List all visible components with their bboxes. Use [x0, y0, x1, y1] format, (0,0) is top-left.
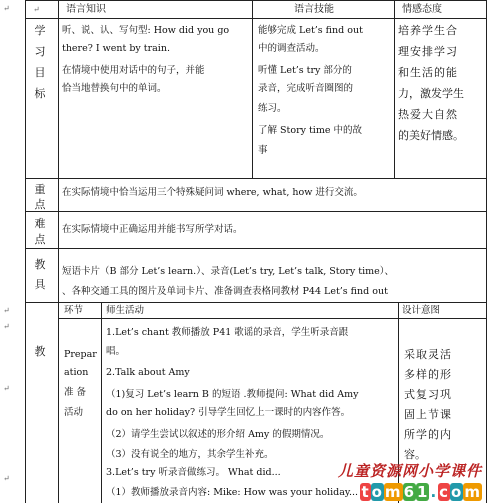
activity-line: （3）没有说全的地方，其余学生补充。: [106, 449, 274, 460]
design-line: 容。: [404, 448, 426, 461]
design-line: 所学的内: [404, 428, 452, 441]
paragraph-mark: ↵: [3, 322, 10, 331]
knowledge-line: there? I went by train.: [62, 43, 170, 54]
goals-label-char: 习: [34, 45, 46, 58]
paragraph-mark: ↵: [3, 4, 10, 13]
step-line: Prepar: [64, 349, 97, 360]
watermark-char: c: [439, 483, 450, 501]
knowledge-line: 在情境中使用对话中的句子，并能: [62, 65, 205, 76]
skills-line: 练习。: [258, 103, 287, 114]
paragraph-mark: ↵: [3, 474, 10, 483]
activity-line: do on her holiday? 引导学生回忆上一课时的内容作答。: [106, 407, 351, 418]
activity-line: （2）请学生尝试以叙述的形介绍 Amy 的假期情况。: [106, 429, 330, 440]
knowledge-line: 恰当地替换句中的单词。: [62, 83, 167, 94]
skills-line: 事: [258, 145, 268, 156]
tools-label-char: 具: [34, 278, 46, 291]
watermark-char: o: [451, 483, 463, 501]
goals-label-char: 学: [34, 24, 46, 37]
activity-line: 唱。: [106, 346, 126, 357]
header-attitude: 情感态度: [402, 4, 442, 15]
activity-line: 3.Let’s try 听录音做练习。 What did...: [106, 467, 281, 478]
watermark-char: m: [384, 483, 402, 501]
col-design-header: 设计意图: [402, 305, 441, 316]
activity-line: 2.Talk about Amy: [106, 367, 190, 378]
watermark-char: .: [430, 483, 438, 501]
design-line: 式复习巩: [404, 388, 452, 401]
step-line: 准 备: [64, 387, 87, 398]
goals-label-char: 标: [34, 87, 46, 100]
col-step-header: 环节: [64, 305, 84, 316]
key-points-label-char: 点: [34, 198, 46, 211]
tools-label-char: 教: [34, 258, 46, 271]
design-line: 采取灵活: [404, 348, 452, 361]
skills-line: 了解 Story time 中的故: [258, 125, 362, 136]
difficulties-label-char: 难: [34, 217, 46, 230]
skills-line: 能够完成 Let’s find out: [258, 25, 363, 36]
activity-line: 1.Let’s chant 教师播放 P41 歌谣的录音，学生听录音跟: [106, 327, 349, 338]
watermark-char: t: [361, 483, 370, 501]
skills-line: 录音，完成听音圈图的: [258, 83, 354, 94]
attitude-line: 热爱大自然: [398, 108, 458, 121]
watermark-cn: [338, 460, 482, 481]
design-line: 多样的形: [404, 368, 452, 381]
tools-line: 、各种交通工具的图片及单词卡片、准备调查表格同教材 P44 Let’s find out: [62, 286, 388, 297]
watermark-char: m: [464, 483, 481, 501]
key-points-label-char: 重: [34, 183, 46, 196]
difficulties-label-char: 点: [34, 233, 46, 246]
step-line: ation: [64, 367, 89, 378]
watermark-cn-text: 儿童资源网小学课件: [337, 462, 482, 480]
difficulties-text: 在实际情境中正确运用并能书写所学对话。: [62, 224, 243, 235]
watermark-char: 6: [403, 483, 415, 501]
attitude-line: 和生活的能: [398, 66, 458, 79]
watermark-url: [360, 483, 482, 501]
attitude-line: 培养学生合: [398, 24, 458, 37]
step-line: 活动: [64, 407, 84, 418]
header-knowledge: 语言知识: [66, 4, 106, 15]
watermark-char: o: [371, 483, 383, 501]
col-activity-header: 师生活动: [106, 305, 145, 316]
knowledge-line: 听、说、认、写句型: How did you go: [62, 25, 230, 36]
header-skills: 语言技能: [294, 4, 334, 15]
tools-line: 短语卡片（B 部分 Let’s learn.）、录音(Let’s try, Let’s talk, Story time）、: [62, 266, 394, 277]
goals-label-char: 目: [34, 66, 46, 79]
skills-line: 中的调查活动。: [258, 43, 325, 54]
attitude-line: 力，激发学生: [398, 87, 464, 100]
activity-line: （1）教师播放录音内容: Mike: How was your holiday...: [106, 487, 359, 498]
attitude-line: 理安排学习: [398, 45, 458, 58]
key-points-text: 在实际情境中恰当运用三个特殊疑问词 where, what, how 进行交流。: [62, 187, 363, 198]
process-label: 教: [34, 345, 46, 358]
attitude-line: 的美好情感。: [398, 129, 464, 142]
paragraph-mark: ↵: [3, 306, 10, 315]
skills-line: 听懂 Let’s try 部分的: [258, 65, 352, 76]
design-line: 固上节课: [404, 408, 452, 421]
activity-line: （1)复习 Let’s learn B 的短语 .教师提问: What did Amy: [106, 389, 359, 400]
paragraph-mark: ↵: [3, 384, 10, 393]
header-blank: ↵: [33, 5, 40, 14]
watermark-char: 1: [417, 483, 429, 501]
